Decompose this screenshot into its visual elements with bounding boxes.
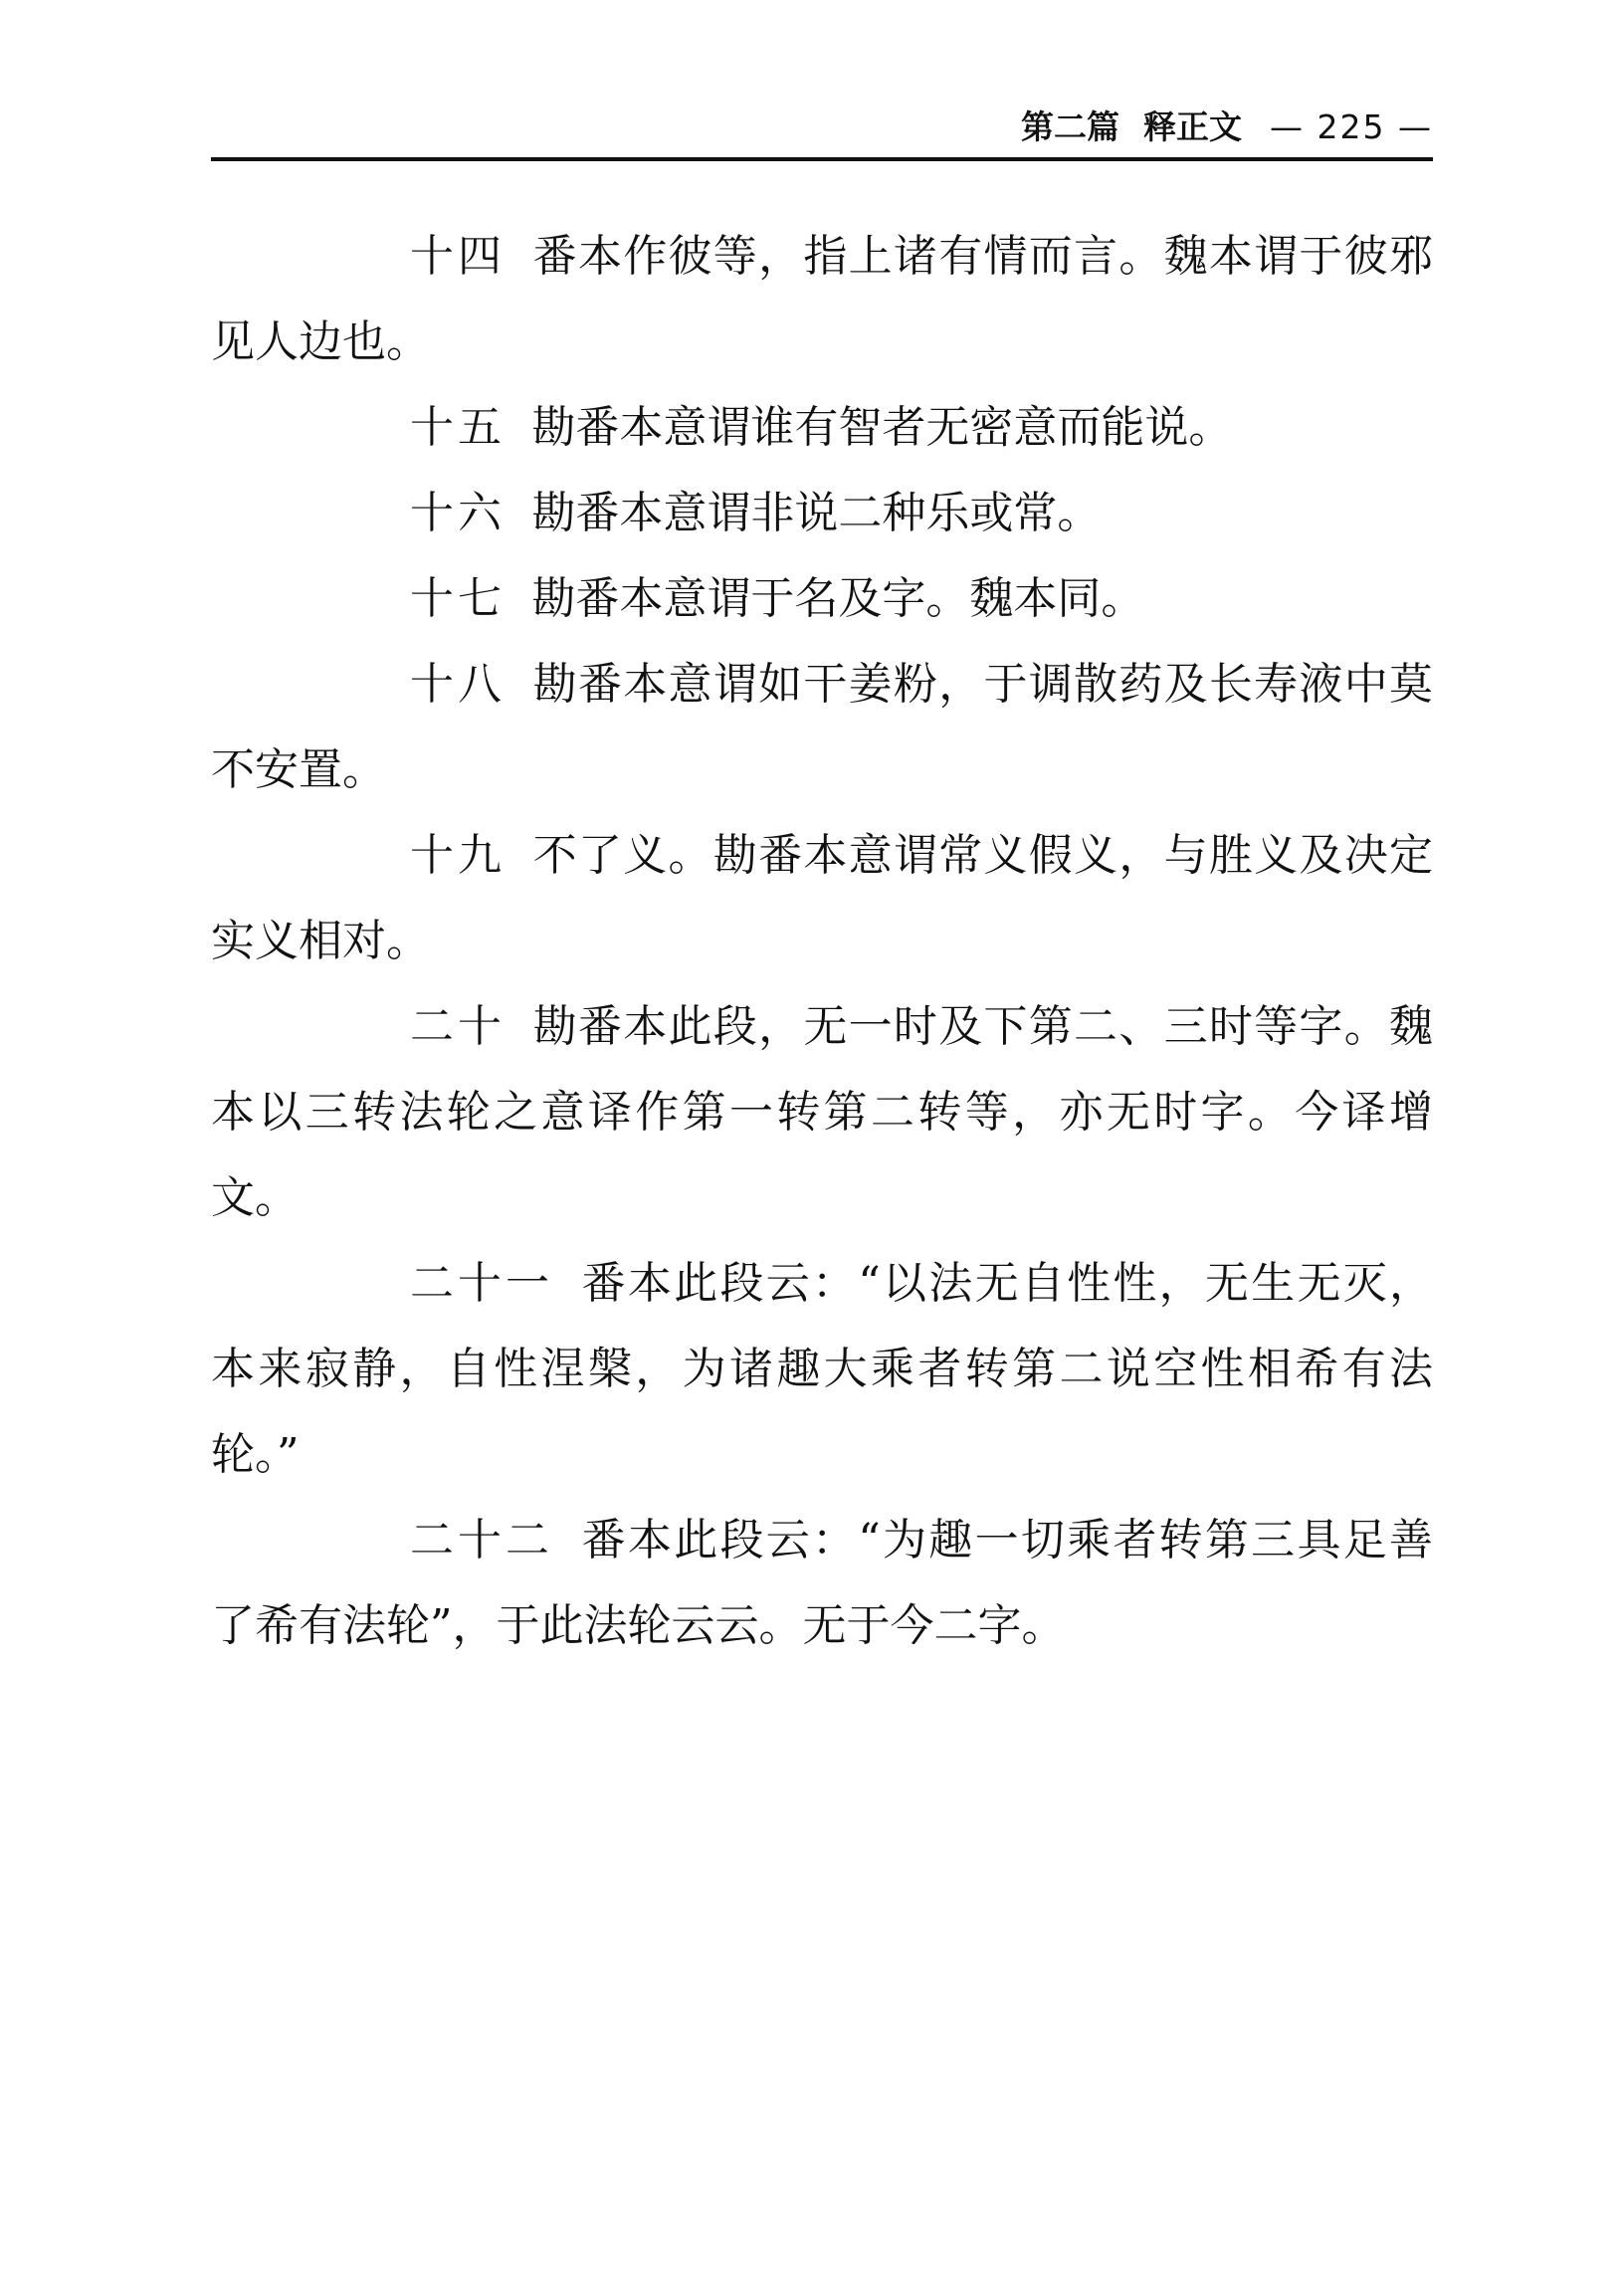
note-text: 番本此段云：“为趣一切乘者转第三具足善了希有法轮”，于此法轮云云。无于今二字。 xyxy=(211,1515,1433,1651)
note-21 xyxy=(211,1241,1433,1498)
note-text: 勘番本意谓于名及字。魏本同。 xyxy=(531,573,1145,624)
notes-body xyxy=(211,214,1433,1669)
note-16 xyxy=(211,471,1433,556)
note-number: 二十 xyxy=(410,1001,506,1052)
note-number: 十八 xyxy=(410,659,506,710)
note-text: 勘番本意谓谁有智者无密意而能说。 xyxy=(531,402,1233,453)
note-14 xyxy=(211,214,1433,385)
note-number: 十九 xyxy=(410,830,506,881)
note-number: 二十一 xyxy=(410,1258,553,1309)
note-19 xyxy=(211,813,1433,984)
note-text: 番本作彼等，指上诸有情而言。魏本谓于彼邪见人边也。 xyxy=(211,231,1433,367)
note-17 xyxy=(211,556,1433,642)
note-text: 番本此段云：“以法无自性性，无生无灭，本来寂静，自性涅槃，为诸趣大乘者转第二说空性相希有法轮。” xyxy=(211,1258,1433,1480)
note-20 xyxy=(211,984,1433,1241)
note-text: 不了义。勘番本意谓常义假义，与胜义及决定实义相对。 xyxy=(211,830,1433,966)
note-number: 二十二 xyxy=(410,1515,553,1565)
note-22 xyxy=(211,1498,1433,1669)
note-text: 勘番本此段，无一时及下第二、三时等字。魏本以三转法轮之意译作第一转第二转等，亦无时字。今译增文。 xyxy=(211,1001,1433,1223)
page-number: — 225 — xyxy=(1270,107,1433,146)
note-15 xyxy=(211,385,1433,471)
section-title: 释正文 xyxy=(1143,107,1243,146)
note-number: 十四 xyxy=(410,231,506,282)
note-number: 十七 xyxy=(410,573,506,624)
note-number: 十五 xyxy=(410,402,506,453)
part-title: 第二篇 xyxy=(1021,107,1120,146)
note-number: 十六 xyxy=(410,488,506,538)
note-text: 勘番本意谓如干姜粉，于调散药及长寿液中莫不安置。 xyxy=(211,659,1433,795)
note-18 xyxy=(211,642,1433,813)
page-header xyxy=(211,107,1433,161)
note-text: 勘番本意谓非说二种乐或常。 xyxy=(531,488,1102,538)
